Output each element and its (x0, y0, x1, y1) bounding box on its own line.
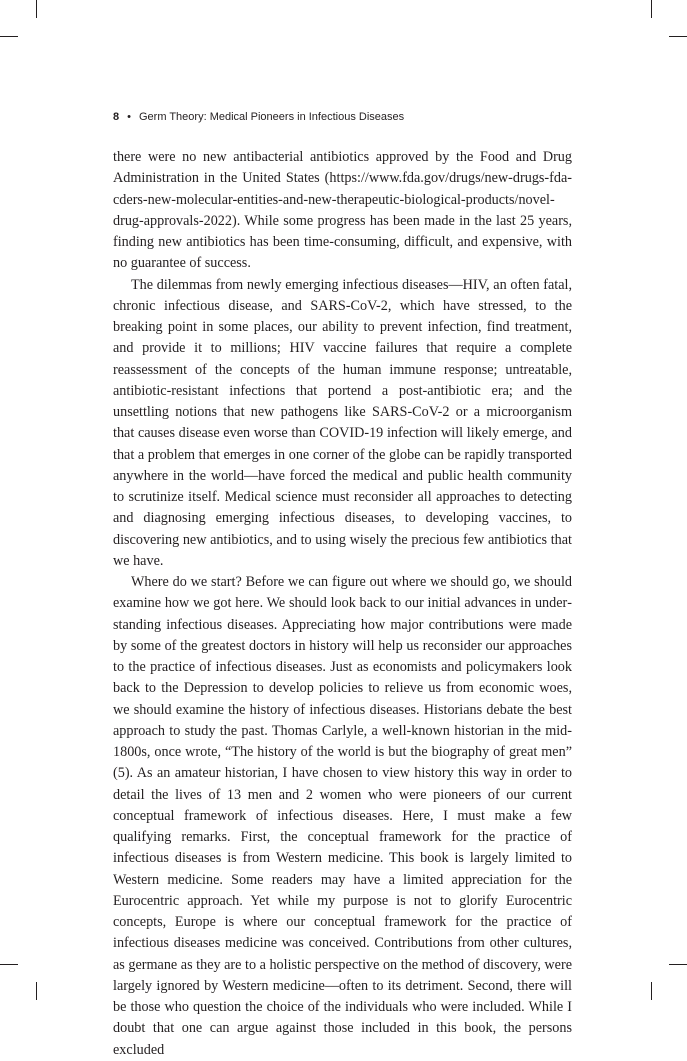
running-header (113, 110, 404, 124)
paragraph-1: there were no new antibacterial antibiotics approved by the Food and Drug Administration in the United States (https://www.fda.gov/drugs/new-drugs-fda-cders-new-molecular-entities-and-new-therapeutic-biological-products/novel-drug-approvals-2022). While some progress has been made in the last 25 years, finding new antibiotics has been time-consuming, difficult, and expensive, with no guarantee of success. (113, 149, 572, 272)
paragraph-2: The dilemmas from newly emerging infectious diseases—HIV, an often fatal, chronic infectious disease, and SARS-CoV-2, which have stressed, to the breaking point in some places, our ability to prevent infection, find treatment, and provide it to millions; HIV vaccine failures that require a complete reassessment of the concepts of the human immune response; untreatable, antibiotic-resistant infections that portend a post-antibiotic era; and the unsettling notions that new pathogens like SARS-CoV-2 or a microorganism that causes disease even worse than COVID-19 infection will likely emerge, and that a problem that emerges in one corner of the globe can be rapidly transported anywhere in the world—have forced the medical and public health community to scrutinize itself. Medical science must reconsider all approaches to detecting and diagnosing emerging infectious diseases, to developing vaccines, to discovering new antibiotics, and to using wisely the precious few antibiotics that we have. (113, 276, 572, 569)
crop-mark-left-bottom (0, 964, 18, 965)
crop-mark-left-top (0, 36, 18, 37)
crop-mark-bottom-right (651, 982, 652, 1000)
header-separator: • (127, 111, 131, 123)
crop-mark-top-left (36, 0, 37, 18)
crop-mark-bottom-left (36, 982, 37, 1000)
body-text (113, 147, 572, 1061)
crop-mark-right-top (669, 36, 687, 37)
paragraph-3: Where do we start? Before we can figure out where we should go, we should examine how we got here. We should look back to our initial advances in understanding infectious diseases. Appreciating how major contributions were made by some of the greatest doctors in history will help us reconsider our approaches to the practice of infectious diseases. Just as economists and policymakers look back to the Depression to develop policies to relieve us from economic woes, we should examine the history of infectious diseases. Historians debate the best approach to study the past. Thomas Carlyle, a well-known historian in the mid-1800s, once wrote, “The history of the world is but the biography of great men” (5). As an amateur historian, I have chosen to view history this way in order to detail the lives of 13 men and 2 women who were pioneers of our current conceptual framework of infectious diseases. Here, I must make a few qualifying remarks. First, the conceptual framework for the practice of infectious diseases is from Western medicine. This book is largely limited to Western medicine. Some readers may have a limited appreciation for the Eurocentric approach. Yet while my purpose is not to glorify Eurocentric concepts, Europe is where our conceptual framework for the practice of infectious diseases medicine was conceived. Contributions from other cultures, as germane as they are to a holistic perspective on the method of discovery, were largely ignored by Western medicine—often to its detriment. Second, there will be those who question the choice of the individuals who were included. While I doubt that one can argue against those included in this book, the persons excluded (113, 574, 572, 1058)
crop-mark-top-right (651, 0, 652, 18)
crop-mark-right-bottom (669, 964, 687, 965)
running-title: Germ Theory: Medical Pioneers in Infectious Diseases (138, 111, 405, 123)
page-number: 8 (113, 111, 120, 123)
